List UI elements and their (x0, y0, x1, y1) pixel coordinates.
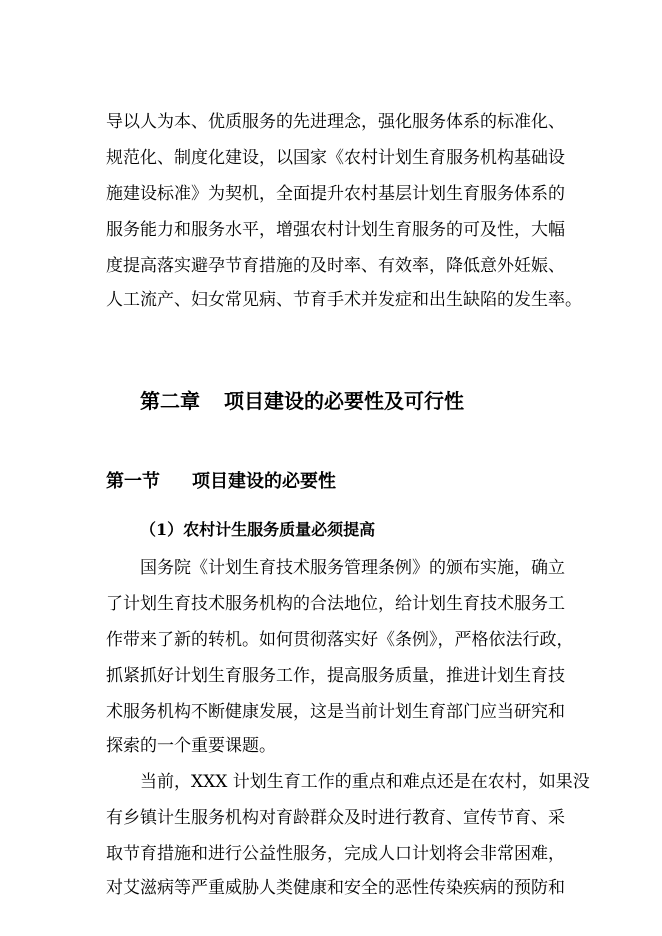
text-line: 规范化、制度化建设，以国家《农村计划生育服务机构基础设 (106, 148, 565, 168)
text-line: 导以人为本、优质服务的先进理念，强化服务体系的标准化、 (106, 112, 565, 132)
text-line: 当前，XXX 计划生育工作的重点和难点还是在农村，如果没 (140, 772, 590, 792)
chapter-heading (140, 388, 464, 414)
text-line: 有乡镇计生服务机构对育龄群众及时进行教育、宣传节育、采 (106, 808, 565, 828)
text-line: 抓紧抓好计划生育服务工作，提高服务质量，推进计划生育技 (106, 666, 565, 686)
text-line: 了计划生育技术服务机构的合法地位，给计划生育技术服务工 (106, 594, 565, 614)
text-line: 国务院《计划生育技术服务管理条例》的颁布实施，确立 (140, 558, 565, 578)
chapter-number: 第二章 (140, 389, 200, 413)
text-line: 施建设标准》为契机，全面提升农村基层计划生育服务体系的 (106, 184, 565, 204)
section-title: 项目建设的必要性 (192, 471, 336, 492)
text-line: 作带来了新的转机。如何贯彻落实好《条例》，严格依法行政， (106, 630, 574, 650)
text-line: 人工流产、妇女常见病、节育手术并发症和出生缺陷的发生率。 (106, 290, 582, 310)
chapter-title: 项目建设的必要性及可行性 (224, 389, 464, 413)
text-line: 术服务机构不断健康发展，这是当前计划生育部门应当研究和 (106, 702, 565, 722)
text-line: 对艾滋病等严重威胁人类健康和安全的恶性传染疾病的预防和 (106, 878, 565, 898)
section-number: 第一节 (106, 471, 160, 492)
text-line: 度提高落实避孕节育措施的及时率、有效率，降低意外妊娠、 (106, 256, 565, 276)
subsection-heading: （1）农村计生服务质量必须提高 (140, 520, 376, 539)
section-heading (106, 470, 336, 494)
text-line: 探索的一个重要课题。 (106, 736, 276, 756)
text-line: 取节育措施和进行公益性服务，完成人口计划将会非常困难， (106, 844, 565, 864)
text-line: 服务能力和服务水平，增强农村计划生育服务的可及性，大幅 (106, 220, 565, 240)
